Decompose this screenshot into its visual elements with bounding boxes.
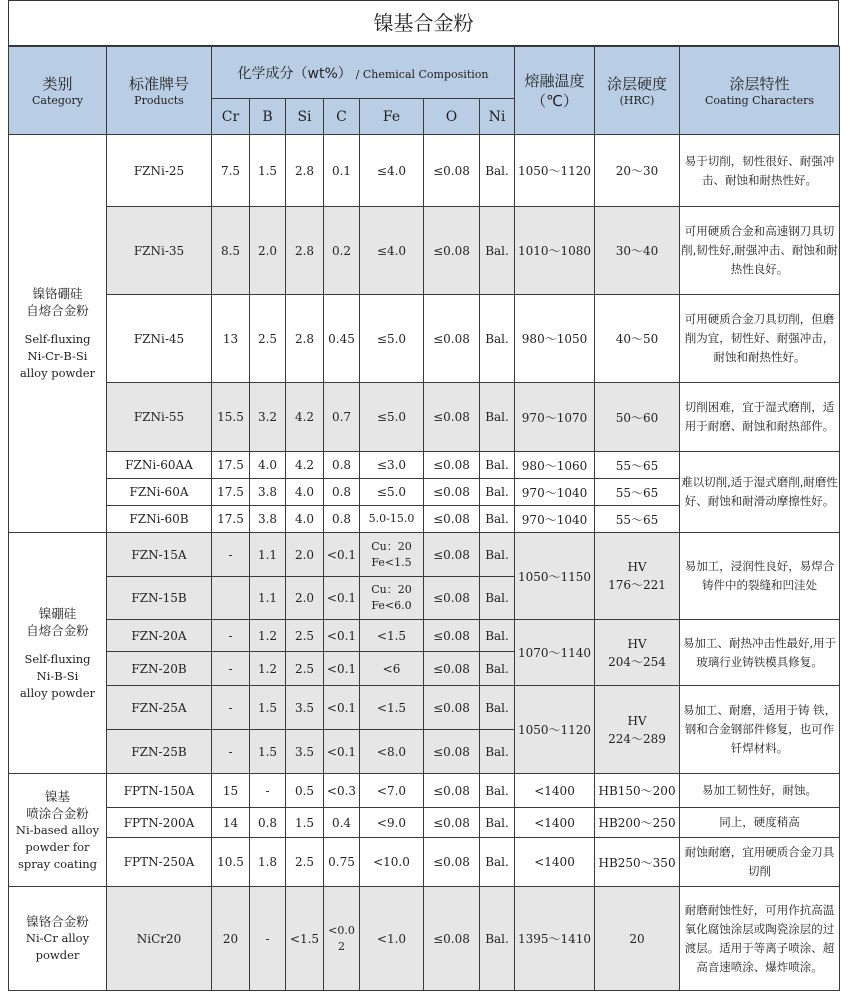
product-cell: FZNi-25 [107,135,212,207]
value-cell: Bal. [480,577,515,620]
value-cell: ≤0.08 [424,887,480,991]
value-cell: <0.1 [324,652,360,686]
value-cell: 3.8 [250,479,286,506]
value-cell: 2.5 [286,838,324,887]
value-cell: ≤5.0 [360,295,424,383]
value-cell: HB200～250 [595,808,680,838]
value-cell: 1050～1120 [515,686,595,774]
header-coating: 涂层特性 Coating Characters [680,47,840,135]
coating-note: 难以切削,适于湿式磨削,耐磨性好、耐蚀和耐滑动摩擦性好。 [680,452,840,533]
value-cell: ≤3.0 [360,452,424,479]
product-cell: FZN-15B [107,577,212,620]
product-cell: FZNi-60B [107,506,212,533]
value-cell: HB250～350 [595,838,680,887]
value-cell: ≤0.08 [424,620,480,652]
value-cell: 1.1 [250,577,286,620]
header-hardness: 涂层硬度 (HRC) [595,47,680,135]
value-cell: 2.0 [250,207,286,295]
value-cell: ≤0.08 [424,383,480,452]
value-cell: - [212,652,250,686]
table-row [9,838,840,887]
coating-note: 耐蚀耐磨，宜用硬质合金刀具切削 [680,838,840,887]
header-element-o: O [424,99,480,135]
header-element-c: C [324,99,360,135]
value-cell: Cu：20 Fe<1.5 [360,533,424,577]
value-cell: Bal. [480,887,515,991]
product-cell: FZNi-60A [107,479,212,506]
value-cell: ≤0.08 [424,652,480,686]
value-cell: <1.5 [360,686,424,730]
coating-note: 可用硬质合金刀具切削，但磨削为宜，韧性好、耐强冲击，耐蚀和耐热性好。 [680,295,840,383]
table-row [9,452,840,479]
value-cell: - [212,533,250,577]
value-cell: 7.5 [212,135,250,207]
category-cell: 镍硼硅 自熔合金粉 Self-fluxing Ni-B-Si alloy powder [9,533,107,774]
table-row [9,135,840,207]
value-cell: 3.8 [250,506,286,533]
table-row [9,774,840,808]
value-cell: 0.8 [250,808,286,838]
product-cell: FPTN-150A [107,774,212,808]
coating-note: 易加工、耐热冲击性最好,用于玻璃行业铸铁模具修复。 [680,620,840,686]
value-cell: 5.0-15.0 [360,506,424,533]
value-cell: ≤0.08 [424,774,480,808]
value-cell: <0.1 [324,730,360,774]
value-cell: 1.5 [250,686,286,730]
value-cell: <0.0 2 [324,887,360,991]
value-cell: 13 [212,295,250,383]
value-cell: 0.8 [324,452,360,479]
value-cell: 4.0 [286,479,324,506]
product-cell: FZNi-35 [107,207,212,295]
value-cell: - [212,730,250,774]
value-cell: ≤0.08 [424,808,480,838]
value-cell: <1400 [515,774,595,808]
value-cell: HB150～200 [595,774,680,808]
value-cell: 20 [595,887,680,991]
coating-note: 同上，硬度稍高 [680,808,840,838]
value-cell: <1400 [515,838,595,887]
value-cell: 20～30 [595,135,680,207]
value-cell: ≤0.08 [424,207,480,295]
value-cell: 55～65 [595,452,680,479]
product-cell: FZN-25B [107,730,212,774]
value-cell: 0.45 [324,295,360,383]
product-cell: NiCr20 [107,887,212,991]
value-cell: 970～1040 [515,506,595,533]
table-row [9,887,840,991]
value-cell [212,577,250,620]
value-cell: 2.8 [286,135,324,207]
value-cell: 0.5 [286,774,324,808]
value-cell: ≤4.0 [360,207,424,295]
value-cell: ≤0.08 [424,686,480,730]
coating-note: 耐磨耐蚀性好，可用作抗高温氧化腐蚀涂层或陶瓷涂层的过渡层。适用于等离子喷涂、超高音速喷涂、爆炸喷涂。 [680,887,840,991]
value-cell: ≤0.08 [424,838,480,887]
value-cell: <0.3 [324,774,360,808]
value-cell: <1.0 [360,887,424,991]
value-cell: 1010～1080 [515,207,595,295]
value-cell: Bal. [480,533,515,577]
header-element-fe: Fe [360,99,424,135]
value-cell: ≤0.08 [424,577,480,620]
coating-note: 切削困难，宜于湿式磨削，适用于耐磨、耐蚀和耐热部件。 [680,383,840,452]
coating-note: 可用硬质合金和高速钢刀具切削,韧性好,耐强冲击、耐蚀和耐热性良好。 [680,207,840,295]
table-row [9,686,840,730]
table-row [9,295,840,383]
value-cell: 30～40 [595,207,680,295]
header-element-si: Si [286,99,324,135]
value-cell: 50～60 [595,383,680,452]
value-cell: HV 176～221 [595,533,680,620]
value-cell: 15 [212,774,250,808]
value-cell: <0.1 [324,620,360,652]
product-cell: FZN-15A [107,533,212,577]
value-cell: HV 204～254 [595,620,680,686]
header-products: 标准牌号 Products [107,47,212,135]
value-cell: Bal. [480,207,515,295]
value-cell: 55～65 [595,506,680,533]
product-cell: FZN-20A [107,620,212,652]
value-cell: 970～1070 [515,383,595,452]
category-cell: 镍铬硼硅 自熔合金粉 Self-fluxing Ni-Cr-B-Si alloy powder [9,135,107,533]
value-cell: Bal. [480,730,515,774]
value-cell: 2.5 [286,620,324,652]
value-cell: Bal. [480,808,515,838]
value-cell: 4.2 [286,452,324,479]
table-row [9,808,840,838]
value-cell: 0.8 [324,479,360,506]
page-title: 镍基合金粉 [8,0,839,46]
value-cell: 2.0 [286,577,324,620]
value-cell: ≤5.0 [360,383,424,452]
value-cell: Bal. [480,295,515,383]
value-cell: <0.1 [324,577,360,620]
value-cell: Bal. [480,652,515,686]
value-cell: Bal. [480,686,515,730]
coating-note: 易加工韧性好，耐蚀。 [680,774,840,808]
value-cell: 20 [212,887,250,991]
value-cell: <7.0 [360,774,424,808]
value-cell: 4.0 [250,452,286,479]
product-cell: FZNi-60AA [107,452,212,479]
value-cell: 970～1040 [515,479,595,506]
header-melting: 熔融温度 （℃） [515,47,595,135]
value-cell: 0.4 [324,808,360,838]
value-cell: <9.0 [360,808,424,838]
value-cell: ≤5.0 [360,479,424,506]
value-cell: 17.5 [212,506,250,533]
header-element-b: B [250,99,286,135]
value-cell: 8.5 [212,207,250,295]
value-cell: ≤0.08 [424,479,480,506]
value-cell: Bal. [480,620,515,652]
value-cell: 0.8 [324,506,360,533]
value-cell: 0.7 [324,383,360,452]
table-row [9,620,840,652]
value-cell: - [212,686,250,730]
coating-note: 易于切削，韧性很好、耐强冲击、耐蚀和耐热性好。 [680,135,840,207]
value-cell: - [212,620,250,652]
value-cell: ≤0.08 [424,730,480,774]
value-cell: ≤0.08 [424,295,480,383]
product-cell: FPTN-200A [107,808,212,838]
value-cell: 980～1050 [515,295,595,383]
table-row [9,383,840,452]
value-cell: 3.2 [250,383,286,452]
value-cell: 980～1060 [515,452,595,479]
value-cell: <0.1 [324,686,360,730]
value-cell: 1.5 [250,730,286,774]
value-cell: 3.5 [286,686,324,730]
value-cell: 1.5 [286,808,324,838]
value-cell: <8.0 [360,730,424,774]
value-cell: <6 [360,652,424,686]
value-cell: ≤4.0 [360,135,424,207]
value-cell: 0.1 [324,135,360,207]
value-cell: 14 [212,808,250,838]
value-cell: Bal. [480,479,515,506]
value-cell: Bal. [480,452,515,479]
product-cell: FZNi-55 [107,383,212,452]
value-cell: 2.0 [286,533,324,577]
value-cell: 15.5 [212,383,250,452]
value-cell: <0.1 [324,533,360,577]
value-cell: 2.5 [286,652,324,686]
value-cell: Cu：20 Fe<6.0 [360,577,424,620]
table-row [9,533,840,577]
value-cell: 1050～1120 [515,135,595,207]
value-cell: 0.75 [324,838,360,887]
value-cell: 4.0 [286,506,324,533]
header-element-cr: Cr [212,99,250,135]
value-cell: 2.8 [286,295,324,383]
value-cell: Bal. [480,135,515,207]
value-cell: Bal. [480,774,515,808]
value-cell: 1.2 [250,652,286,686]
value-cell: ≤0.08 [424,452,480,479]
header-category: 类别 Category [9,47,107,135]
value-cell: 17.5 [212,479,250,506]
value-cell: 3.5 [286,730,324,774]
value-cell: Bal. [480,506,515,533]
value-cell: 1.2 [250,620,286,652]
category-cell: 镍铬合金粉 Ni-Cr alloy powder [9,887,107,991]
value-cell: <10.0 [360,838,424,887]
value-cell: 1.5 [250,135,286,207]
category-cell: 镍基 喷涂合金粉 Ni-based alloy powder for spray coating [9,774,107,887]
value-cell: - [250,887,286,991]
value-cell: ≤0.08 [424,506,480,533]
product-cell: FZN-20B [107,652,212,686]
header-element-ni: Ni [480,99,515,135]
value-cell: Bal. [480,383,515,452]
value-cell: 1.8 [250,838,286,887]
value-cell: 0.2 [324,207,360,295]
value-cell: 1.1 [250,533,286,577]
value-cell: Bal. [480,838,515,887]
value-cell: 40～50 [595,295,680,383]
table-row [9,207,840,295]
value-cell: <1.5 [360,620,424,652]
coating-note: 易加工，浸润性良好，易焊合铸件中的裂缝和凹洼处 [680,533,840,620]
value-cell: 2.8 [286,207,324,295]
value-cell: ≤0.08 [424,135,480,207]
value-cell: 1070～1140 [515,620,595,686]
value-cell: 10.5 [212,838,250,887]
header-composition: 化学成分（wt%） / Chemical Composition [212,47,515,99]
value-cell: ≤0.08 [424,533,480,577]
value-cell: 4.2 [286,383,324,452]
product-cell: FZN-25A [107,686,212,730]
coating-note: 易加工、耐磨，适用于铸 铁，钢和合金钢部件修复，也可作钎焊材料。 [680,686,840,774]
value-cell: <1.5 [286,887,324,991]
product-cell: FPTN-250A [107,838,212,887]
value-cell: <1400 [515,808,595,838]
value-cell: 55～65 [595,479,680,506]
product-cell: FZNi-45 [107,295,212,383]
value-cell: 17.5 [212,452,250,479]
value-cell: - [250,774,286,808]
value-cell: 1050～1150 [515,533,595,620]
value-cell: HV 224～289 [595,686,680,774]
value-cell: 2.5 [250,295,286,383]
value-cell: 1395～1410 [515,887,595,991]
alloy-spec-table [8,46,840,991]
